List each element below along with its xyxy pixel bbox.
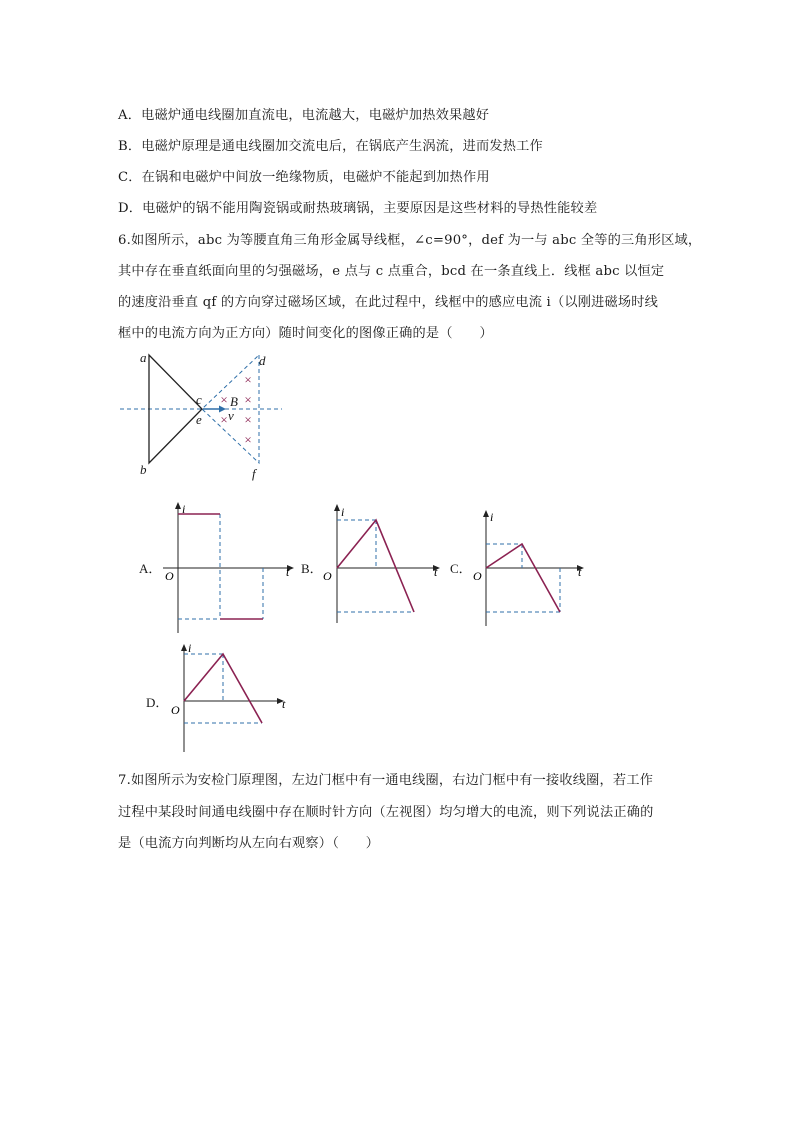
graph-d-i-label: i — [188, 641, 192, 655]
q5-option-a: A．电磁炉通电线圈加直流电，电流越大，电磁炉加热效果越好 — [118, 108, 490, 123]
graph-a-i-label: i — [182, 502, 186, 516]
graph-a-label: A． — [139, 561, 162, 576]
graph-d — [168, 636, 296, 756]
point-label-f: f — [252, 466, 256, 481]
q7-stem-line-2: 过程中某段时间通电线圈中存在顺时针方向（左视图）均匀增大的电流，则下列说法正确的 — [118, 805, 654, 820]
velocity-label-v: v — [228, 408, 234, 423]
q5-option-c: C．在锅和电磁炉中间放一绝缘物质，电磁炉不能起到加热作用 — [118, 170, 490, 185]
field-cross: × — [244, 392, 252, 407]
q6-triangle-figure — [110, 345, 300, 485]
graph-b-origin-label: O — [323, 569, 332, 583]
q5-option-d: D．电磁炉的锅不能用陶瓷锅或耐热玻璃锅，主要原因是这些材料的导热性能较差 — [118, 201, 598, 216]
graph-d-origin-label: O — [171, 703, 180, 717]
point-label-d: d — [259, 353, 266, 368]
field-cross: × — [244, 432, 252, 447]
graph-a-t-label: t — [286, 565, 290, 579]
graph-c — [470, 500, 595, 630]
graph-a-i-arrow — [175, 502, 181, 509]
point-label-c: c — [196, 392, 202, 407]
graph-a-origin-label: O — [165, 569, 174, 583]
q6-stem-line-4: 框中的电流方向为正方向）随时间变化的图像正确的是（ ） — [118, 326, 493, 341]
graph-a — [160, 498, 300, 636]
graph-b-t-label: t — [434, 565, 438, 579]
field-cross: × — [244, 372, 252, 387]
graph-c-label: C． — [450, 561, 472, 576]
q7-stem-line-3: 是（电流方向判断均从左向右观察）（ ） — [118, 836, 380, 851]
point-label-b: b — [140, 462, 147, 477]
field-cross: × — [220, 412, 228, 427]
graph-d-label: D． — [146, 695, 169, 710]
graph-c-current-curve — [486, 544, 560, 612]
graph-c-origin-label: O — [473, 569, 482, 583]
graph-c-i-label: i — [490, 510, 494, 524]
point-label-e: e — [196, 412, 202, 427]
graph-b-i-label: i — [341, 505, 345, 519]
q5-option-b: B．电磁炉原理是通电线圈加交流电后，在锅底产生涡流，进而发热工作 — [118, 139, 543, 154]
field-cross: × — [244, 412, 252, 427]
graph-c-t-label: t — [578, 565, 582, 579]
graph-b-i-arrow — [334, 504, 340, 511]
q6-stem-line-3: 的速度沿垂直 qf 的方向穿过磁场区域，在此过程中，线框中的感应电流 i（以刚进磁场时线 — [118, 295, 659, 310]
graph-c-i-arrow — [483, 510, 489, 517]
graph-d-t-label: t — [282, 697, 286, 711]
graph-b-label: B． — [301, 561, 323, 576]
q6-stem-line-1: 6.如图所示，abc 为等腰直角三角形金属导线框，∠c=90°，def 为一与 abc 全等的三角形区域， — [118, 233, 702, 248]
q6-stem-line-2: 其中存在垂直纸面向里的匀强磁场，e 点与 c 点重合，bcd 在一条直线上．线框 abc 以恒定 — [118, 264, 665, 279]
graph-b — [320, 498, 450, 628]
q7-stem-line-1: 7.如图所示为安检门原理图，左边门框中有一通电线圈，右边门框中有一接收线圈，若工作 — [118, 773, 654, 788]
field-label-b: B — [230, 394, 238, 409]
point-label-a: a — [140, 350, 147, 365]
field-cross: × — [220, 392, 228, 407]
graph-d-i-arrow — [181, 644, 187, 651]
